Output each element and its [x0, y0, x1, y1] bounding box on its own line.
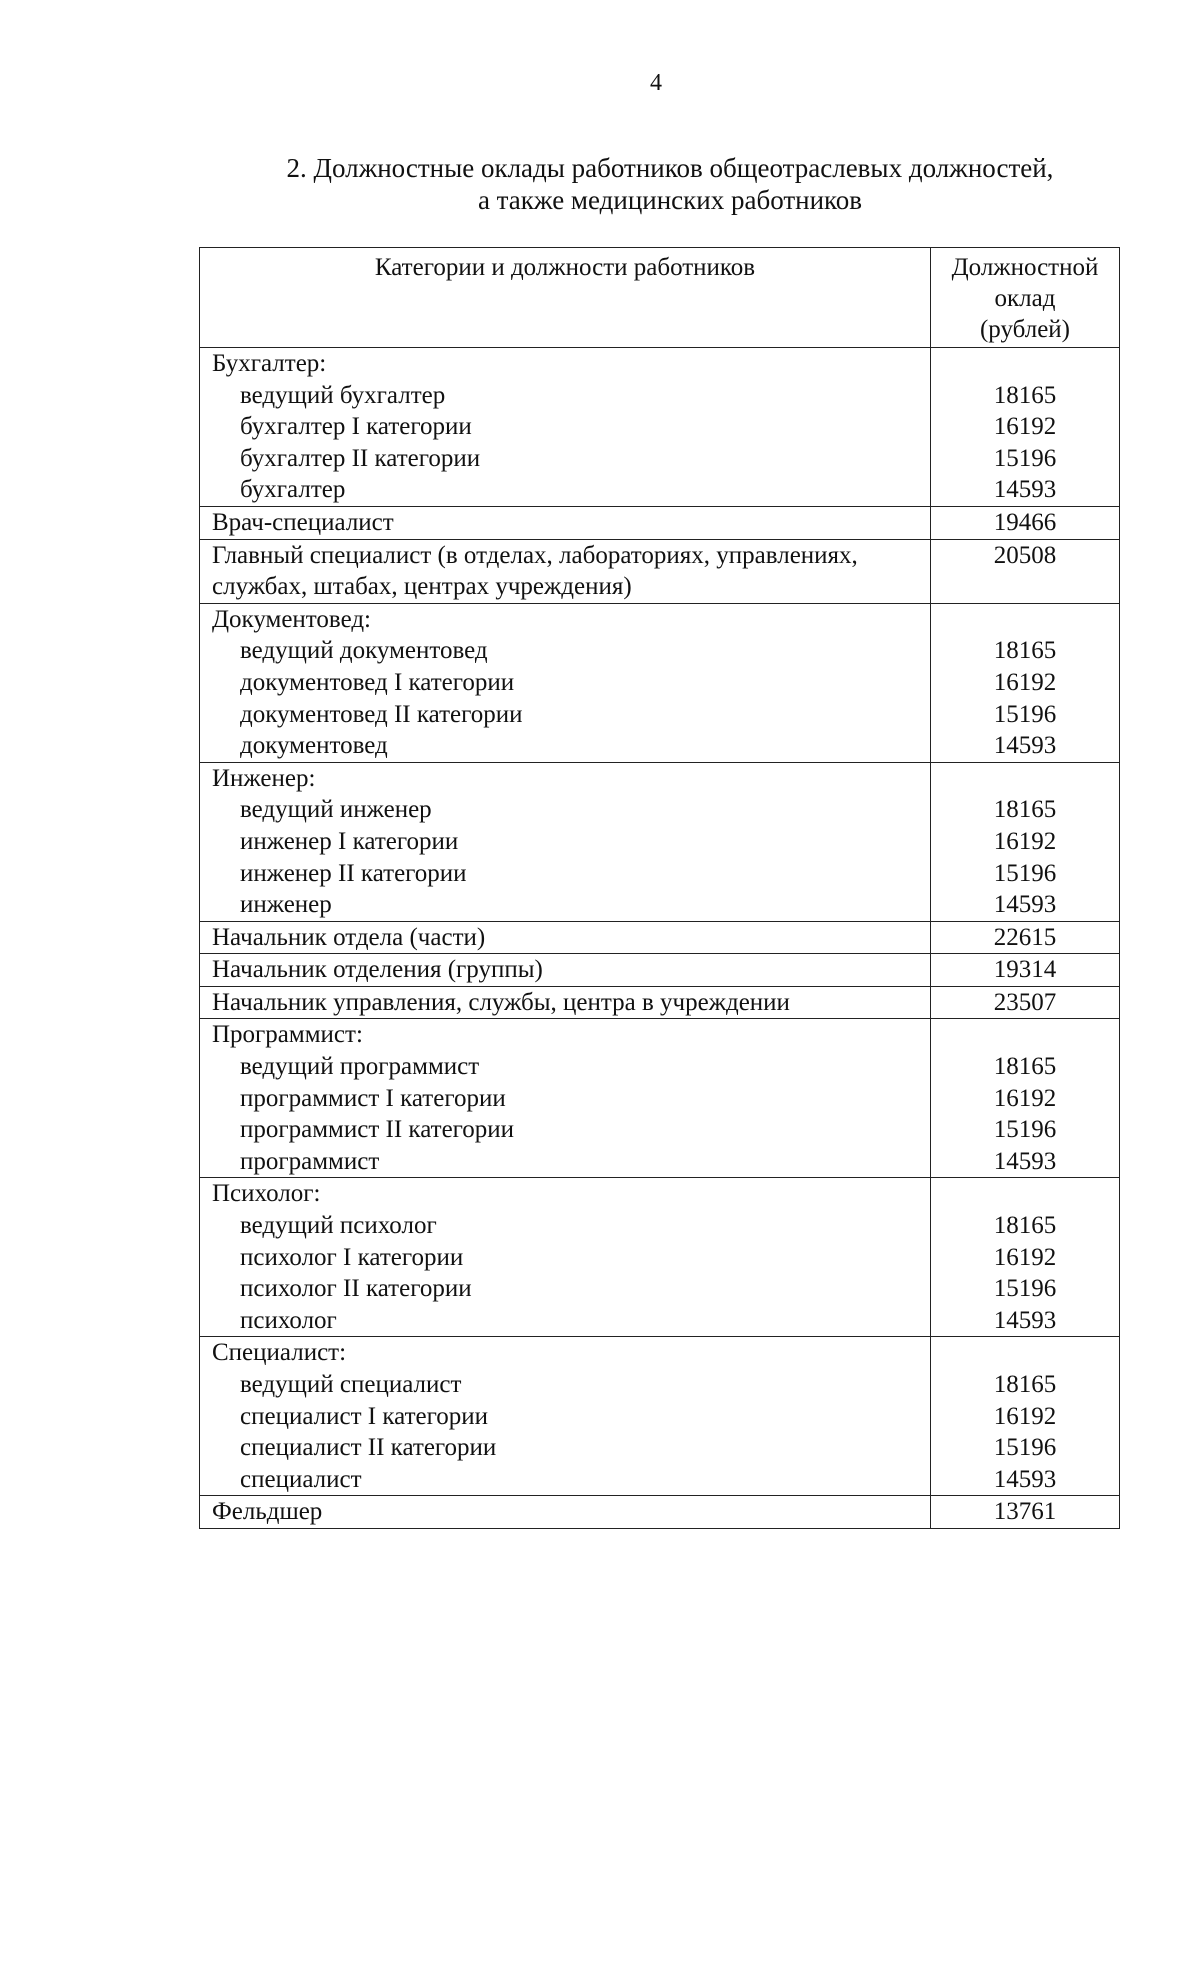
group-title: Специалист:: [212, 1339, 347, 1367]
section-title: [200, 152, 1140, 216]
salary-value: 18165: [993, 637, 1057, 665]
salary-value: 15196: [993, 1434, 1057, 1462]
position-name-line: службах, штабах, центрах учреждения): [212, 573, 632, 601]
salary-value: 16192: [993, 1402, 1057, 1430]
position-name: ведущий психолог: [240, 1212, 437, 1240]
group-salaries-cell: [931, 1178, 1120, 1337]
position-name: документовед I категории: [240, 668, 515, 696]
table-row-group: [200, 1178, 1120, 1337]
position-name: [200, 539, 931, 603]
salary-value: 19466: [931, 506, 1120, 539]
position-name: бухгалтер I категории: [240, 413, 472, 441]
salary-value: 19314: [931, 954, 1120, 987]
table-row-group: [200, 762, 1120, 921]
salary-value: 14593: [993, 1306, 1057, 1334]
group-title: Психолог:: [212, 1180, 321, 1208]
table-row: [200, 506, 1120, 539]
table-row: [200, 986, 1120, 1019]
salary-value: 15196: [993, 1275, 1057, 1303]
header-salary-line: оклад: [994, 285, 1056, 312]
group-salaries-cell: [931, 762, 1120, 921]
position-name: бухгалтер: [240, 476, 346, 504]
group-salaries-cell: [931, 1337, 1120, 1496]
position-name-line: Главный специалист (в отделах, лабораториях, управлениях,: [212, 541, 858, 569]
header-salary-line: Должностной: [951, 254, 1099, 281]
salary-value: 18165: [993, 381, 1057, 409]
section-title-line-2: а также медицинских работников: [477, 185, 863, 215]
group-salaries-cell: [931, 603, 1120, 762]
group-names-cell: [200, 1178, 931, 1337]
group-title: Бухгалтер:: [212, 350, 327, 377]
group-names-cell: [200, 1337, 931, 1496]
salary-value: 14593: [993, 1465, 1057, 1493]
salary-value: 18165: [993, 1053, 1057, 1081]
header-salary-line: (рублей): [979, 316, 1071, 343]
header-salary: [931, 248, 1120, 348]
salary-value: 20508: [931, 539, 1120, 603]
salary-value: 13761: [931, 1496, 1120, 1529]
position-name: инженер I категории: [240, 827, 459, 855]
salary-value: 14593: [993, 476, 1057, 504]
position-name: программист I категории: [240, 1084, 506, 1112]
salary-value: 15196: [993, 859, 1057, 887]
position-name: инженер II категории: [240, 859, 467, 887]
section-title-line-1: 2. Должностные оклады работников общеотраслевых должностей,: [286, 153, 1054, 183]
table-row: [200, 1496, 1120, 1529]
table-row: [200, 954, 1120, 987]
group-names-cell: [200, 1019, 931, 1178]
salary-value: 14593: [993, 1147, 1057, 1175]
position-name: ведущий документовед: [240, 637, 488, 665]
position-name: Начальник управления, службы, центра в учреждении: [200, 986, 931, 1019]
salary-value: 16192: [993, 1243, 1057, 1271]
position-name: психолог I категории: [240, 1243, 464, 1271]
salary-value: 16192: [993, 668, 1057, 696]
group-title: Инженер:: [212, 764, 316, 792]
position-name: специалист I категории: [240, 1402, 488, 1430]
table-row: [200, 539, 1120, 603]
position-name: инженер: [240, 891, 332, 919]
table-row-group: [200, 348, 1120, 507]
position-name: Начальник отделения (группы): [200, 954, 931, 987]
salary-value: 18165: [993, 1371, 1057, 1398]
group-names-cell: [200, 762, 931, 921]
salary-value: 18165: [993, 796, 1057, 824]
position-name: ведущий программист: [240, 1053, 480, 1081]
position-name: Фельдшер: [200, 1496, 931, 1529]
salary-value: 15196: [993, 444, 1057, 472]
table-header-row: [200, 248, 1120, 348]
page-number: 4: [650, 70, 662, 96]
salary-value: 16192: [993, 1084, 1057, 1112]
header-categories: Категории и должности работников: [200, 248, 931, 348]
salary-value: 16192: [993, 413, 1057, 441]
salary-value: 14593: [993, 891, 1057, 919]
salary-value: 15196: [993, 700, 1057, 728]
position-name: Начальник отдела (части): [200, 921, 931, 954]
group-names-cell: [200, 603, 931, 762]
position-name: ведущий специалист: [240, 1371, 462, 1398]
table-row: [200, 921, 1120, 954]
table-row-group: [200, 1019, 1120, 1178]
salary-value: 14593: [993, 732, 1057, 760]
salary-value: 23507: [931, 986, 1120, 1019]
position-name: программист: [240, 1147, 380, 1175]
group-salaries-cell: [931, 348, 1120, 507]
position-name: документовед II категории: [240, 700, 523, 728]
salary-value: 16192: [993, 827, 1057, 855]
salary-value: 15196: [993, 1116, 1057, 1144]
position-name: бухгалтер II категории: [240, 444, 481, 472]
position-name: документовед: [240, 732, 388, 760]
group-salaries-cell: [931, 1019, 1120, 1178]
position-name: Врач-специалист: [200, 506, 931, 539]
position-name: психолог II категории: [240, 1275, 472, 1303]
salary-table: [199, 247, 1120, 1529]
table-row-group: [200, 603, 1120, 762]
salary-value: 22615: [931, 921, 1120, 954]
position-name: программист II категории: [240, 1116, 515, 1144]
group-title: Программист:: [212, 1021, 363, 1049]
position-name: ведущий бухгалтер: [240, 381, 446, 409]
group-names-cell: [200, 348, 931, 507]
position-name: специалист: [240, 1465, 362, 1493]
position-name: психолог: [240, 1306, 337, 1334]
group-title: Документовед:: [212, 605, 371, 633]
salary-value: 18165: [993, 1212, 1057, 1240]
position-name: ведущий инженер: [240, 796, 432, 824]
position-name: специалист II категории: [240, 1434, 497, 1462]
table-row-group: [200, 1337, 1120, 1496]
